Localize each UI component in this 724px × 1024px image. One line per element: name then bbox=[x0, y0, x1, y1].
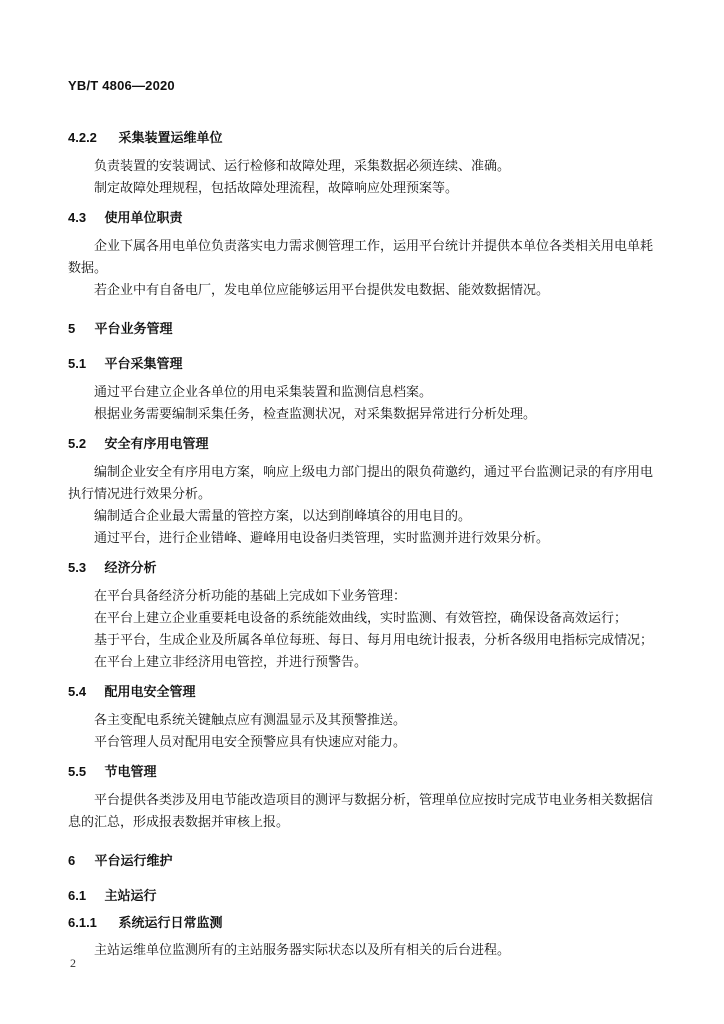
section-title: 使用单位职责 bbox=[104, 211, 183, 226]
paragraph: 制定故障处理规程，包括故障处理流程，故障响应处理预案等。 bbox=[94, 181, 459, 196]
section-number: 5.2 bbox=[68, 436, 87, 451]
section-title: 经济分析 bbox=[104, 561, 157, 576]
paragraph: 根据业务需要编制采集任务，检查监测状况，对采集数据异常进行分析处理。 bbox=[94, 407, 537, 422]
section-title: 安全有序用电管理 bbox=[104, 437, 209, 452]
section-heading-4-2-2 bbox=[68, 127, 223, 146]
paragraph-continuation: 执行情况进行效果分析。 bbox=[68, 487, 212, 502]
section-number: 5.1 bbox=[68, 356, 87, 371]
paragraph: 基于平台，生成企业及所属各单位每班、每日、每月用电统计报表，分析各级用电指标完成情况； bbox=[94, 633, 654, 648]
chapter-number: 6 bbox=[68, 853, 76, 868]
paragraph: 企业下属各用电单位负责落实电力需求侧管理工作，运用平台统计并提供本单位各类相关用电单耗 bbox=[94, 239, 654, 254]
section-number: 4.2.2 bbox=[68, 130, 97, 145]
section-title: 节电管理 bbox=[104, 765, 157, 780]
paragraph: 通过平台，进行企业错峰、避峰用电设备归类管理，实时监测并进行效果分析。 bbox=[94, 531, 550, 546]
section-number: 4.3 bbox=[68, 210, 87, 225]
paragraph: 平台管理人员对配用电安全预警应具有快速应对能力。 bbox=[94, 735, 407, 750]
section-heading-6-1 bbox=[68, 885, 157, 904]
section-title: 配用电安全管理 bbox=[104, 685, 196, 700]
section-title: 系统运行日常监测 bbox=[118, 916, 223, 931]
paragraph: 在平台具备经济分析功能的基础上完成如下业务管理： bbox=[94, 589, 407, 604]
chapter-heading-6 bbox=[68, 850, 173, 869]
paragraph: 若企业中有自备电厂，发电单位应能够运用平台提供发电数据、能效数据情况。 bbox=[94, 283, 550, 298]
section-heading-6-1-1 bbox=[68, 912, 223, 931]
section-number: 5.3 bbox=[68, 560, 87, 575]
paragraph: 平台提供各类涉及用电节能改造项目的测评与数据分析，管理单位应按时完成节电业务相关数据信 bbox=[94, 793, 654, 808]
paragraph: 主站运维单位监测所有的主站服务器实际状态以及所有相关的后台进程。 bbox=[94, 943, 511, 958]
section-number: 6.1.1 bbox=[68, 915, 97, 930]
section-title: 采集装置运维单位 bbox=[118, 131, 223, 146]
paragraph: 通过平台建立企业各单位的用电采集装置和监测信息档案。 bbox=[94, 385, 433, 400]
chapter-title: 平台业务管理 bbox=[94, 322, 173, 337]
section-heading-5-3 bbox=[68, 557, 157, 576]
paragraph: 编制企业安全有序用电方案，响应上级电力部门提出的限负荷邀约，通过平台监测记录的有序用电 bbox=[94, 465, 654, 480]
paragraph: 负责装置的安装调试、运行检修和故障处理，采集数据必须连续、准确。 bbox=[94, 159, 511, 174]
chapter-heading-5 bbox=[68, 318, 173, 337]
paragraph-continuation: 数据。 bbox=[68, 261, 108, 276]
chapter-number: 5 bbox=[68, 321, 76, 336]
section-heading-5-1 bbox=[68, 353, 183, 372]
section-title: 主站运行 bbox=[104, 889, 157, 904]
paragraph: 编制适合企业最大需量的管控方案，以达到削峰填谷的用电目的。 bbox=[94, 509, 472, 524]
paragraph: 在平台上建立非经济用电管控，并进行预警告。 bbox=[94, 655, 368, 670]
section-number: 5.4 bbox=[68, 684, 87, 699]
chapter-title: 平台运行维护 bbox=[94, 854, 173, 869]
paragraph: 各主变配电系统关键触点应有测温显示及其预警推送。 bbox=[94, 713, 407, 728]
section-heading-4-3 bbox=[68, 207, 183, 226]
paragraph-continuation: 息的汇总，形成报表数据并审核上报。 bbox=[68, 815, 290, 830]
section-number: 5.5 bbox=[68, 764, 87, 779]
section-heading-5-4 bbox=[68, 681, 196, 700]
paragraph: 在平台上建立企业重要耗电设备的系统能效曲线，实时监测、有效管控，确保设备高效运行； bbox=[94, 611, 628, 626]
standard-code-header: YB/T 4806—2020 bbox=[68, 78, 175, 93]
section-heading-5-2 bbox=[68, 433, 209, 452]
section-heading-5-5 bbox=[68, 761, 157, 780]
page-number: 2 bbox=[70, 956, 76, 970]
section-title: 平台采集管理 bbox=[104, 357, 183, 372]
section-number: 6.1 bbox=[68, 888, 87, 903]
